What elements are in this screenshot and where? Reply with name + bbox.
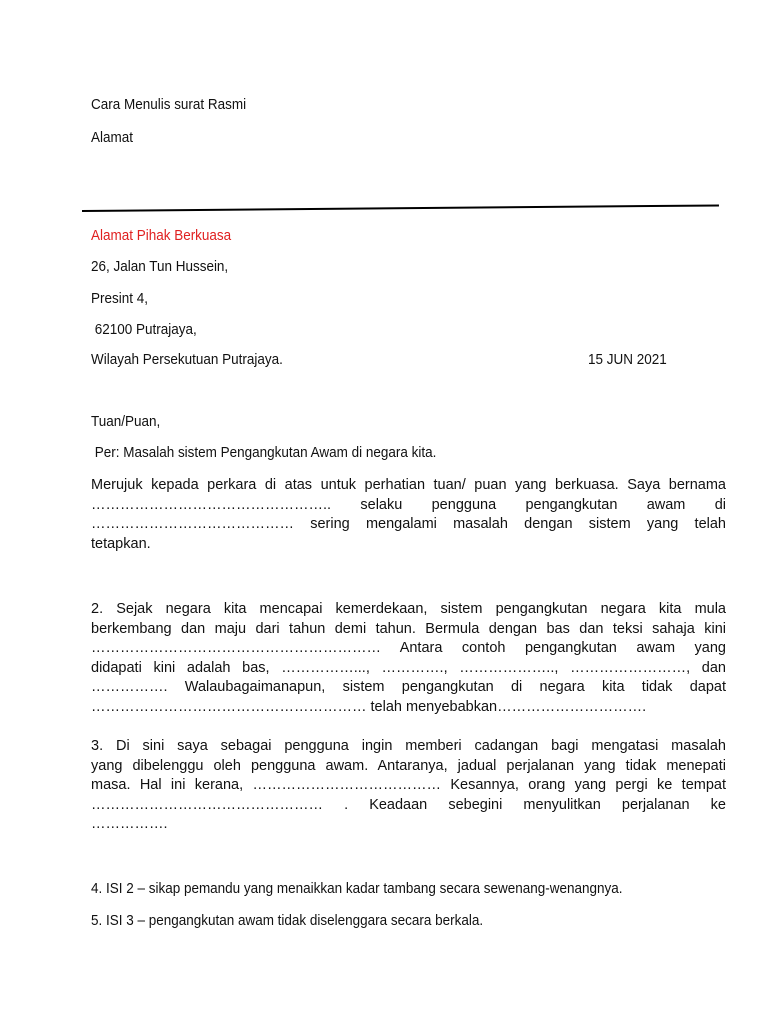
letter-date: 15 JUN 2021: [588, 352, 667, 368]
sender-address-label: Alamat: [91, 130, 133, 146]
salutation: Tuan/Puan,: [91, 414, 161, 430]
intro-paragraph: [91, 476, 726, 554]
paragraph-line: tetapkan.: [91, 535, 151, 552]
paragraph-line: didapati kini adalah bas, ……………..., …………., ……………….., ……………………, dan: [91, 659, 726, 676]
paragraph-line: …………………………………………………… Antara contoh pengangkutan awam yang: [91, 640, 726, 656]
paragraph-line: 2. Sejak negara kita mencapai kemerdekaan, sistem pengangkutan negara kita mula: [91, 601, 726, 617]
recipient-address-line: Wilayah Persekutuan Putrajaya.: [91, 352, 283, 368]
subject-line: Per: Masalah sistem Pengangkutan Awam di negara kita.: [91, 445, 437, 461]
paragraph-line: ………………………………………… . Keadaan sebegini menyulitkan perjalanan ke: [91, 796, 726, 813]
recipient-address-line: Presint 4,: [91, 291, 148, 307]
paragraph-line: yang dibelenggu oleh pengguna awam. Antaranya, jadual perjalanan yang tidak menepati: [91, 757, 726, 774]
point-4: 4. ISI 2 – sikap pemandu yang menaikkan kadar tambang secara sewenang-wenangnya.: [91, 881, 623, 897]
header-divider: [82, 204, 719, 212]
paragraph-line: ……………. Walaubagaimanapun, sistem pengangkutan di negara kita tidak dapat: [91, 679, 726, 695]
paragraph-line: …………………………………… sering mengalami masalah dengan sistem yang telah: [91, 516, 726, 532]
recipient-address-line: 62100 Putrajaya,: [91, 322, 197, 338]
paragraph-line: masa. Hal ini kerana, ………………………………… Kesannya, orang yang pergi ke tempat: [91, 777, 726, 793]
point-5: 5. ISI 3 – pengangkutan awam tidak diselenggara secara berkala.: [91, 913, 484, 929]
paragraph-line: ………………………………………….. selaku pengguna pengangkutan awam di: [91, 496, 726, 513]
recipient-address-line: 26, Jalan Tun Hussein,: [91, 259, 229, 275]
paragraph-line: berkembang dan maju dari tahun demi tahun. Bermula dengan bas dan teksi sahaja kini: [91, 620, 726, 637]
document-title: Cara Menulis surat Rasmi: [91, 97, 247, 113]
recipient-label: Alamat Pihak Berkuasa: [91, 228, 232, 244]
paragraph-2: [91, 600, 726, 717]
paragraph-line: …………….: [91, 816, 168, 832]
paragraph-line: 3. Di sini saya sebagai pengguna ingin memberi cadangan bagi mengatasi masalah: [91, 738, 726, 754]
paragraph-line: ………………………………………………… telah menyebabkan………………………….: [91, 698, 647, 715]
paragraph-3: [91, 737, 726, 835]
paragraph-line: Merujuk kepada perkara di atas untuk perhatian tuan/ puan yang berkuasa. Saya bernama: [91, 477, 726, 493]
